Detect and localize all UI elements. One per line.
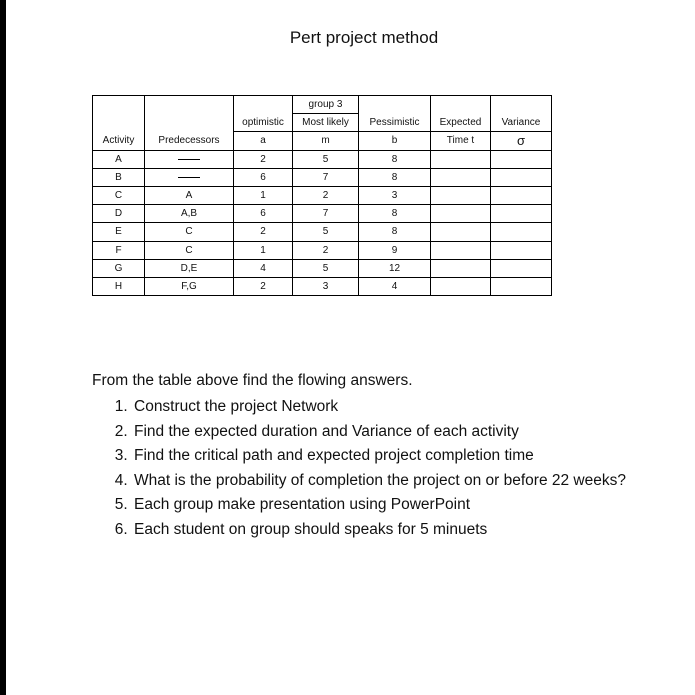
header-cell: Predecessors bbox=[145, 132, 234, 150]
pessimistic-cell: 8 bbox=[359, 223, 431, 241]
predecessor-cell: A,B bbox=[145, 205, 234, 223]
optimistic-cell: 2 bbox=[234, 150, 293, 168]
variance-cell bbox=[491, 259, 552, 277]
activity-cell: B bbox=[93, 168, 145, 186]
header-cell: optimistic bbox=[234, 114, 293, 132]
question-list bbox=[110, 395, 672, 542]
activity-cell: C bbox=[93, 186, 145, 204]
optimistic-cell: 2 bbox=[234, 277, 293, 295]
table-row bbox=[93, 150, 552, 168]
most-likely-cell: 7 bbox=[293, 168, 359, 186]
group-label: group 3 bbox=[293, 96, 359, 114]
optimistic-cell: 1 bbox=[234, 241, 293, 259]
variance-cell bbox=[491, 186, 552, 204]
activity-cell: F bbox=[93, 241, 145, 259]
predecessor-cell bbox=[145, 168, 234, 186]
left-border-bar bbox=[0, 0, 6, 695]
optimistic-cell: 6 bbox=[234, 205, 293, 223]
table-row bbox=[93, 277, 552, 295]
table-row bbox=[93, 259, 552, 277]
table-header-row-2 bbox=[93, 132, 552, 150]
optimistic-cell: 4 bbox=[234, 259, 293, 277]
instructions-intro: From the table above find the flowing answers. bbox=[92, 372, 413, 389]
variance-cell bbox=[491, 223, 552, 241]
pessimistic-cell: 9 bbox=[359, 241, 431, 259]
table-row bbox=[93, 186, 552, 204]
pert-table bbox=[92, 95, 552, 296]
optimistic-cell: 6 bbox=[234, 168, 293, 186]
activity-cell: D bbox=[93, 205, 145, 223]
expected-cell bbox=[431, 150, 491, 168]
most-likely-cell: 2 bbox=[293, 241, 359, 259]
question-item: 1. Construct the project Network bbox=[132, 395, 672, 420]
variance-cell bbox=[491, 150, 552, 168]
dash-icon bbox=[178, 159, 200, 160]
predecessor-cell: F,G bbox=[145, 277, 234, 295]
activity-cell: A bbox=[93, 150, 145, 168]
question-item: 5. Each group make presentation using PowerPoint bbox=[132, 493, 672, 518]
variance-cell bbox=[491, 205, 552, 223]
pessimistic-cell: 8 bbox=[359, 205, 431, 223]
activity-cell: E bbox=[93, 223, 145, 241]
most-likely-cell: 2 bbox=[293, 186, 359, 204]
header-cell: b bbox=[359, 132, 431, 150]
optimistic-cell: 1 bbox=[234, 186, 293, 204]
pessimistic-cell: 8 bbox=[359, 168, 431, 186]
header-cell: Time t bbox=[431, 132, 491, 150]
table-row bbox=[93, 168, 552, 186]
expected-cell bbox=[431, 241, 491, 259]
variance-cell bbox=[491, 168, 552, 186]
optimistic-cell: 2 bbox=[234, 223, 293, 241]
header-cell: a bbox=[234, 132, 293, 150]
question-item: 6. Each student on group should speaks for 5 minuets bbox=[132, 518, 672, 543]
table-group-row bbox=[93, 96, 552, 114]
question-item: 3. Find the critical path and expected project completion time bbox=[132, 444, 672, 469]
expected-cell bbox=[431, 259, 491, 277]
most-likely-cell: 5 bbox=[293, 223, 359, 241]
header-cell: Pessimistic bbox=[359, 114, 431, 132]
expected-cell bbox=[431, 277, 491, 295]
header-cell: Activity bbox=[93, 132, 145, 150]
expected-cell bbox=[431, 168, 491, 186]
most-likely-cell: 7 bbox=[293, 205, 359, 223]
pessimistic-cell: 12 bbox=[359, 259, 431, 277]
sigma-symbol: σ bbox=[491, 132, 552, 150]
pessimistic-cell: 3 bbox=[359, 186, 431, 204]
predecessor-cell: C bbox=[145, 241, 234, 259]
expected-cell bbox=[431, 186, 491, 204]
header-cell: Expected bbox=[431, 114, 491, 132]
question-item: 4. What is the probability of completion the project on or before 22 weeks? bbox=[132, 469, 672, 494]
header-cell bbox=[145, 114, 234, 132]
predecessor-cell: A bbox=[145, 186, 234, 204]
most-likely-cell: 5 bbox=[293, 150, 359, 168]
activity-cell: H bbox=[93, 277, 145, 295]
header-cell: m bbox=[293, 132, 359, 150]
activity-cell: G bbox=[93, 259, 145, 277]
predecessor-cell: C bbox=[145, 223, 234, 241]
predecessor-cell bbox=[145, 150, 234, 168]
header-cell bbox=[93, 114, 145, 132]
table-header-row-1 bbox=[93, 114, 552, 132]
page-title: Pert project method bbox=[289, 28, 439, 47]
header-cell: Variance bbox=[491, 114, 552, 132]
variance-cell bbox=[491, 277, 552, 295]
header-cell: Most likely bbox=[293, 114, 359, 132]
table-row bbox=[93, 241, 552, 259]
most-likely-cell: 3 bbox=[293, 277, 359, 295]
table-row bbox=[93, 205, 552, 223]
dash-icon bbox=[178, 177, 200, 178]
question-item: 2. Find the expected duration and Variance of each activity bbox=[132, 420, 672, 445]
expected-cell bbox=[431, 205, 491, 223]
pessimistic-cell: 8 bbox=[359, 150, 431, 168]
table-row bbox=[93, 223, 552, 241]
expected-cell bbox=[431, 223, 491, 241]
pessimistic-cell: 4 bbox=[359, 277, 431, 295]
predecessor-cell: D,E bbox=[145, 259, 234, 277]
most-likely-cell: 5 bbox=[293, 259, 359, 277]
variance-cell bbox=[491, 241, 552, 259]
